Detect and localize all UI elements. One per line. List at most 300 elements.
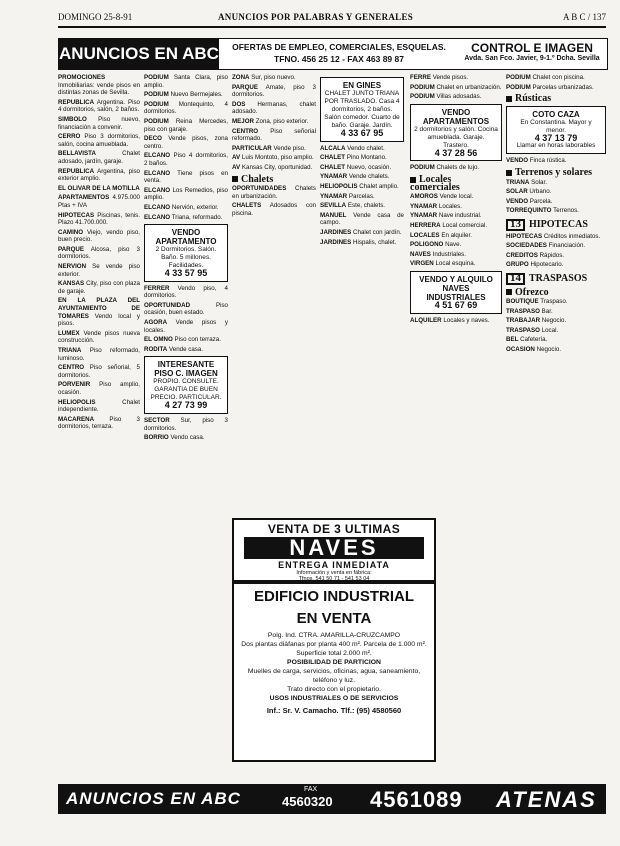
ofrezco-heading [506, 286, 606, 298]
classified-ad [410, 93, 502, 101]
classified-ad [410, 251, 502, 259]
classified-ad-text: Montequinto, 4 dormitorios. [144, 100, 228, 116]
classified-ad-keyword: ELCANO [144, 203, 171, 211]
classified-ad-text: Chalet en urbanización. [436, 83, 502, 91]
classified-ad-text: Luis Montoto, piso amplio. [241, 154, 314, 162]
classified-ad [58, 246, 140, 261]
apartments-box [410, 104, 502, 162]
classified-ad-keyword: JARDINES [320, 228, 352, 236]
classified-ad-keyword: AV [232, 163, 241, 171]
classified-ad-text: Financiación. [548, 242, 586, 250]
classified-ad-keyword: CENTRO [232, 127, 259, 135]
section-bullet-icon [506, 170, 512, 176]
edificio-line1: Polg. Ind. CTRA. AMARILLA-CRUZCAMPO [267, 632, 401, 639]
classified-ad-text: Pino Montano. [346, 154, 387, 162]
classified-ad-text: Vende piso. [273, 144, 306, 152]
classified-ad-keyword: RODITA [144, 345, 168, 353]
naves-rent-box-phone: 4 51 67 69 [434, 299, 478, 310]
classified-ad [58, 416, 140, 431]
classified-ad-text: Argentina, piso exterior amplio. [58, 167, 140, 183]
classified-ad [144, 91, 228, 99]
classified-ad-keyword: PARTICULAR [232, 144, 272, 152]
section-bullet-icon [232, 176, 238, 182]
classified-ad-text: Piso ocasión, buen estado. [144, 301, 228, 317]
classified-ad [506, 242, 606, 250]
classified-ad-keyword: SOCIEDADES [506, 242, 547, 250]
locales-heading [410, 173, 502, 193]
classified-ad-text: Industriales. [432, 250, 466, 258]
classified-ad-text: Hipotecario. [530, 261, 564, 269]
classified-ad [506, 252, 606, 260]
classified-ad-text: Vende pisos nueva construcción. [58, 329, 140, 345]
classified-ad [58, 280, 140, 295]
naves-ad-title: NAVES [244, 537, 424, 559]
classified-ad [58, 194, 140, 209]
classified-ad-keyword: BELLAVISTA [58, 150, 96, 158]
classified-ad-text: Locales. [438, 202, 462, 210]
classified-ad-text: Parcelas urbanizadas. [532, 83, 594, 91]
classified-ad [58, 381, 140, 396]
coto-caza-phone: 4 37 13 79 [534, 132, 578, 143]
interesting-box [144, 356, 228, 414]
classified-ad [58, 185, 140, 193]
classified-ad-text: Los Remedios, piso amplio. [144, 186, 228, 202]
classified-ad-keyword: LUMEX [58, 329, 80, 337]
classified-ad [58, 212, 140, 227]
classified-ad-keyword: CERRO [58, 133, 81, 141]
rusticas-heading-label: Rústicas [515, 93, 552, 105]
coto-caza-box [506, 106, 606, 155]
gines-box [320, 77, 404, 142]
hipotecas-heading [506, 219, 606, 231]
classified-ad-keyword: JARDINES [320, 238, 352, 246]
column-6 [506, 74, 606, 780]
classified-ad-text: Local comercial. [442, 221, 488, 229]
classified-ad [58, 74, 140, 97]
classified-ad [506, 157, 606, 165]
naves-rent-box-title: VENDO Y ALQUILO NAVES INDUSTRIALES [419, 274, 493, 302]
classified-ad-text: Piso nuevo, financiación a convenir. [58, 115, 140, 131]
classified-ad [144, 285, 228, 300]
classified-ad-text: Chalets de lujo. [436, 164, 480, 172]
classified-ad [144, 187, 228, 202]
classified-ad-keyword: REPUBLICA [58, 167, 95, 175]
classified-ad-text: Negocio. [536, 346, 562, 354]
classified-ad-text: Local esquina. [435, 260, 476, 268]
classified-ad-keyword: GRUPO [506, 261, 529, 269]
classified-ad-text: Sur, piso 3 dormitorios. [144, 417, 228, 432]
coto-caza-note: Llamar en horas laborables [516, 142, 596, 150]
classified-ad [506, 308, 606, 316]
classified-ad [232, 154, 316, 162]
classified-ad-keyword: CENTRO [58, 364, 85, 372]
edificio-line3: POSIBILIDAD DE PARTICION [287, 659, 381, 666]
classified-ad-text: Vende casa de campo. [320, 211, 404, 227]
classified-ad [320, 154, 404, 162]
classified-ad [232, 145, 316, 153]
classified-ad-keyword: PORVENIR [58, 381, 91, 389]
classified-ad [58, 150, 140, 165]
classified-ad [144, 74, 228, 89]
classified-ad [58, 364, 140, 379]
classified-ad [58, 399, 140, 414]
classified-ad-keyword: POLIGONO [410, 241, 444, 249]
banner-control [459, 41, 605, 62]
header-date: DOMINGO 25-8-91 [58, 12, 133, 22]
classified-ad [144, 336, 228, 344]
classified-ad [506, 179, 606, 187]
classified-ad-keyword: PODIUM [410, 164, 435, 172]
top-banner [58, 38, 608, 70]
hipotecas-number: 13 [506, 219, 525, 231]
classified-ad-text: Piso reformado, luminoso. [58, 347, 140, 362]
classified-ad-text: Vendo local y pisos. [58, 312, 140, 328]
edificio-display-ad [232, 582, 436, 762]
classified-ad-keyword: NAVES [410, 250, 431, 258]
classified-ad-text: Rápidos. [539, 251, 565, 259]
banner-title: ANUNCIOS EN ABC [59, 39, 219, 69]
naves-display-ad [232, 518, 436, 582]
gines-box-phone: 4 33 67 95 [340, 128, 384, 138]
classified-ad [506, 188, 606, 196]
section-bullet-icon [506, 289, 512, 295]
classified-ad [232, 84, 316, 99]
classified-ad [506, 261, 606, 269]
banner-offer-line2: TFNO. 456 25 12 - FAX 463 89 87 [274, 54, 404, 64]
classified-ad-text: Piso amplio, ocasión. [58, 381, 140, 396]
classified-ad [58, 330, 140, 345]
classified-ad-keyword: ELCANO [144, 169, 171, 177]
classified-ad [410, 222, 502, 230]
classified-ad-text: Créditos inmediatos. [543, 232, 601, 240]
classified-ad [506, 84, 606, 92]
classified-ad [232, 118, 316, 126]
naves-ad-info1: Información y venta en fábrica: [296, 570, 372, 576]
apartments-box-text: 2 dormitorios y salón. Cocina amueblada. Garaje. Trastero. [414, 125, 498, 149]
classified-ad [144, 214, 228, 222]
classified-ad-keyword: VENDO [506, 197, 529, 205]
classified-ad-text: Chalet con piscina. [532, 74, 585, 81]
banner-offers [224, 41, 454, 65]
classified-ad [144, 135, 228, 150]
classified-ad-keyword: EL OLIVAR DE LA MOTILLA [58, 184, 140, 192]
naves-rent-box [410, 271, 502, 314]
classified-ad-text: Local. [541, 326, 559, 334]
classified-ad-keyword: PODIUM [144, 91, 169, 99]
classified-ad-text: Solar. [531, 178, 547, 186]
chalets-heading [232, 173, 316, 185]
classified-ad-text: Piscinas, tenis. Plazo 41.700.000. [58, 211, 140, 227]
chalets-heading-label: Chalets [241, 173, 274, 185]
classified-ad-text: Finca rústica. [529, 157, 567, 165]
classified-ad-keyword: REPUBLICA [58, 98, 95, 106]
classified-ad [144, 170, 228, 185]
classified-ad [410, 193, 502, 201]
rusticas-heading [506, 95, 606, 103]
classified-ad [410, 317, 502, 325]
column-2 [144, 74, 228, 780]
classified-ad [232, 185, 316, 200]
classified-ad-text: Terrenos. [553, 207, 579, 215]
footer-banner [58, 784, 606, 814]
apartment-box-phone: 4 33 57 95 [164, 268, 208, 279]
classified-ad-text: Piso con terraza. [174, 336, 221, 344]
classified-ad-text: Nuevo, ocasión. [346, 163, 392, 171]
classified-ad-keyword: PODIUM [410, 93, 435, 101]
edificio-line6: USOS INDUSTRIALES O DE SERVICIOS [269, 695, 399, 702]
classified-ad-text: Sur, piso nuevo. [251, 74, 296, 81]
classified-ad-keyword: TRABAJAR [506, 317, 541, 325]
classified-ad [410, 84, 502, 92]
classified-ad-keyword: APARTAMENTOS [58, 194, 110, 202]
footer-fax-label: FAX [304, 786, 318, 793]
classified-ad-text: Nave industrial. [438, 212, 482, 220]
classified-ad-text: Nuevo Bermejales. [170, 91, 223, 99]
classified-ad-keyword: AMOROS [410, 193, 438, 201]
classified-ad-keyword: HIPOTECAS [58, 211, 95, 219]
classified-ad-text: Vende pisos. [432, 74, 469, 81]
section-bullet-icon [506, 96, 512, 102]
classified-ad-text: Locales y naves. [443, 316, 490, 324]
classified-ad-keyword: ZONA [232, 74, 250, 81]
classified-ad-text: Bar. [541, 307, 553, 315]
classified-ad-text: Traspaso. [540, 298, 568, 306]
classified-ad [410, 203, 502, 211]
classified-ad-keyword: CHALETS [232, 202, 262, 210]
classified-ad-text: Vendo piso, 4 dormitorios. [144, 284, 228, 300]
classified-ad-text: Piso señorial, 5 dormitorios. [58, 364, 140, 379]
classified-ad-text: Kansas City, oportunidad. [241, 163, 313, 171]
classified-ad-text: Vende pisos y locales. [144, 319, 228, 334]
classified-ad-keyword: YNAMAR [320, 192, 348, 200]
classified-ad-keyword: ELCANO [144, 186, 171, 194]
coto-caza-text: En Constantina. Mayor y menor. [520, 118, 592, 134]
classified-ad [144, 101, 228, 116]
classified-ad [232, 164, 316, 172]
apartment-box [144, 224, 228, 282]
classified-ad-keyword: PODIUM [144, 117, 169, 125]
footer-phone: 4561089 [370, 787, 463, 812]
classified-ad-text: Urbano. [529, 188, 552, 196]
footer-title: ANUNCIOS EN ABC [66, 789, 241, 808]
classified-ad-keyword: TRASPASO [506, 307, 540, 315]
classified-ad [58, 168, 140, 183]
classified-ad-keyword: PODIUM [506, 83, 531, 91]
classified-ad-keyword: HERRERA [410, 221, 441, 229]
classified-ad-text: Tiene pisos en venta. [144, 169, 228, 185]
naves-ad-header: VENTA DE 3 ULTIMAS [267, 522, 401, 536]
classified-ad [232, 202, 316, 217]
classified-ad [144, 152, 228, 167]
classified-ad-keyword: MEJOR [232, 117, 255, 125]
classified-ad [58, 229, 140, 244]
column-3 [232, 74, 316, 514]
classified-ad-keyword: DOS [232, 100, 246, 108]
classified-ad [144, 319, 228, 334]
classified-ad [506, 336, 606, 344]
classified-ad [320, 164, 404, 172]
gines-box-title: EN GINES [342, 81, 382, 90]
classified-ad [506, 298, 606, 306]
edificio-line2: Dos plantas diáfanas por planta 400 m². Parcela de 1.000 m². Superficie total 2.000 m². [241, 641, 427, 657]
traspasos-number: 14 [506, 273, 525, 285]
classified-ad-text: Piso 4 dormitorios, 2 baños. [144, 152, 228, 167]
classified-ad-text: Piso 3 dormitorios, terraza. [58, 415, 140, 431]
classified-ad-keyword: AGORA [144, 319, 168, 327]
classified-ad-keyword: YNAMAR [410, 202, 438, 210]
interesting-box-title: INTERESANTE PISO C. IMAGEN [154, 360, 218, 379]
classified-ad-text: Villas adosadas. [436, 93, 482, 101]
classified-ad-keyword: CAMINO [58, 228, 84, 236]
classified-ad [506, 198, 606, 206]
classified-ad-text: Vendo chalet. [347, 144, 385, 152]
classified-ad-text: City, piso con plaza de garaje. [58, 280, 140, 295]
classified-ad-text: Se vende piso exterior. [58, 263, 140, 278]
classified-ad-text: Reina Mercedes, piso con garaje. [144, 117, 228, 133]
naves-ad-info2: Tfnos. 541 50 71 - 541 53 04 [298, 576, 370, 582]
classified-ad-text: Nervión, exterior. [171, 203, 219, 211]
classified-ad-text: Este, chalets. [347, 202, 386, 210]
classified-ad-text: Chalet adosado, jardín, garaje. [58, 150, 140, 165]
classified-ad-keyword: PODIUM [506, 74, 531, 81]
naves-ad-sub: ENTREGA INMEDIATA [278, 560, 390, 570]
classified-ad-text: Chalet amplio. [359, 182, 399, 190]
classified-ad [506, 346, 606, 354]
classified-ad [144, 434, 228, 442]
classified-ad [410, 232, 502, 240]
classified-ad-text: Hispalis, chalet. [353, 238, 397, 246]
classified-ad-text: Parcela. [529, 197, 553, 205]
classified-ad-keyword: FERRE [410, 74, 431, 81]
edificio-line5: Trato directo con el propietario. [287, 686, 381, 693]
edificio-title2: EN VENTA [296, 610, 372, 627]
classified-ad [144, 118, 228, 133]
coto-caza-title: COTO CAZA [532, 109, 580, 119]
classified-ad-text: Santa Clara, piso amplio. [144, 74, 228, 89]
footer-fax: 4560320 [282, 794, 333, 809]
classified-ad-keyword: HELIOPOLIS [320, 182, 358, 190]
classified-ad-keyword: TORREQUINTO [506, 207, 552, 215]
terrenos-heading [506, 166, 606, 178]
classified-ad [320, 239, 404, 247]
classified-ad-keyword: HELIOPOLIS [58, 398, 96, 406]
locales-heading-label: Locales comerciales [410, 173, 460, 193]
classified-ad [58, 116, 140, 131]
classified-ad-keyword: ELCANO [144, 152, 171, 160]
edificio-line4: Muelles de carga, servicios, oficinas, agua, saneamiento, teléfono y luz. [247, 668, 421, 684]
classified-ad-keyword: KANSAS [58, 280, 85, 288]
classified-ad-text: Alcosa, piso 3 dormitorios. [58, 245, 140, 261]
classified-ad [506, 74, 606, 82]
interesting-box-phone: 4 27 73 99 [164, 400, 208, 411]
classified-ad-keyword: PARQUE [232, 83, 259, 91]
header-section: ANUNCIOS POR PALABRAS Y GENERALES [218, 12, 414, 22]
classified-ad-keyword: AV [232, 154, 241, 162]
apartment-box-text: 2 Dormitorios. Salón. Baño. 5 millones. Facilidades. [155, 246, 217, 270]
classified-ad-text: Argentina. Piso 4 dormitorios, salón, 2 baños. [58, 98, 140, 114]
classified-ad-text: Nave. [445, 241, 462, 249]
classified-ad [410, 212, 502, 220]
classified-ad [144, 346, 228, 354]
traspasos-label: TRASPASOS [529, 272, 588, 284]
classified-ad [506, 327, 606, 335]
classified-ad [506, 317, 606, 325]
header-page: A B C / 137 [562, 12, 606, 22]
classified-ad [506, 233, 606, 241]
classified-ad-keyword: PARQUE [58, 245, 85, 253]
classified-ad-keyword: YNAMAR [410, 212, 438, 220]
apartment-box-title: VENDO APARTAMENTO [155, 228, 217, 247]
classified-ad-text: Chalet con jardín. [353, 228, 402, 236]
classified-ad-text: 4.975.000 Ptas + IVA [58, 194, 140, 209]
hipotecas-label: HIPOTECAS [529, 218, 588, 230]
apartments-box-title: VENDO APARTAMENTOS [422, 107, 490, 126]
classified-ad-keyword: SOLAR [506, 188, 528, 196]
classified-ad-text: En alquiler. [441, 231, 472, 239]
classified-ad-keyword: VENDO [506, 157, 529, 165]
edificio-contact: Inf.: Sr. V. Camacho. Tlf.: (95) 4580560 [266, 706, 402, 715]
classified-ad-keyword: MACARENA [58, 415, 95, 423]
classified-ad [232, 128, 316, 143]
classified-ad [410, 260, 502, 268]
classified-ad-keyword: CHALET [320, 163, 346, 171]
classified-ad [410, 164, 502, 172]
banner-offer-line1: OFERTAS DE EMPLEO, COMERCIALES, ESQUELAS. [232, 42, 446, 52]
classified-ad-keyword: YNAMAR [320, 173, 348, 181]
classified-ad-keyword: OPORTUNIDAD [144, 301, 191, 309]
classified-ad-text: Zona, piso exterior. [255, 117, 309, 125]
classified-ad-keyword: SECTOR [144, 417, 170, 425]
classified-ad [144, 302, 228, 317]
classified-ad-keyword: ALQUILER [410, 316, 442, 324]
classified-ad-text: Vende pisos, zona centro. [144, 135, 228, 150]
classified-ad-keyword: NERVION [58, 263, 87, 271]
apartments-box-phone: 4 37 28 56 [434, 147, 478, 158]
classified-ad-text: Parcelas. [348, 192, 375, 200]
classified-ad [58, 347, 140, 362]
classified-ad-text: Piso señorial reformado. [232, 127, 316, 143]
classified-ad-text: Chalets en urbanización. [232, 185, 316, 200]
classified-ad-keyword: TRIANA [58, 347, 82, 354]
classified-ad-text: Inmobiliarias: vende pisos en distintas zonas de Sevilla. [58, 81, 140, 97]
classified-ad [232, 74, 316, 82]
classified-ad-text: Viejo, vendo piso, buen precio. [58, 228, 140, 244]
classified-ad-text: Negocio. [541, 317, 567, 325]
classified-ad [58, 99, 140, 114]
classified-ad-keyword: TRIANA [506, 178, 530, 186]
classified-ad-keyword: BOUTIQUE [506, 298, 539, 306]
banner-control-title: CONTROL E IMAGEN [471, 41, 593, 55]
classified-ad-text: Triana, reformado. [171, 213, 223, 221]
classified-ad-keyword: CHALET [320, 154, 346, 162]
classified-ad-text: Vende chalets. [348, 173, 390, 181]
classified-ad [410, 74, 502, 82]
classified-ad-keyword: TRASPASO [506, 326, 540, 334]
classified-ad-keyword: BORRIO [144, 434, 169, 442]
edificio-title1: EDIFICIO INDUSTRIAL [254, 588, 414, 605]
classified-ad [320, 229, 404, 237]
classified-ad [320, 193, 404, 201]
classified-ad-keyword: ALCALA [320, 144, 346, 152]
classified-ad [320, 202, 404, 210]
footer-brand: ATENAS [496, 787, 597, 812]
classified-ad-text: Hermanas, chalet adosado. [232, 100, 316, 116]
classified-ad-keyword: FERRER [144, 284, 170, 292]
classified-ad [58, 263, 140, 278]
classified-ad-keyword: OCASION [506, 346, 535, 354]
page-header [58, 12, 606, 24]
classified-ad [232, 101, 316, 116]
